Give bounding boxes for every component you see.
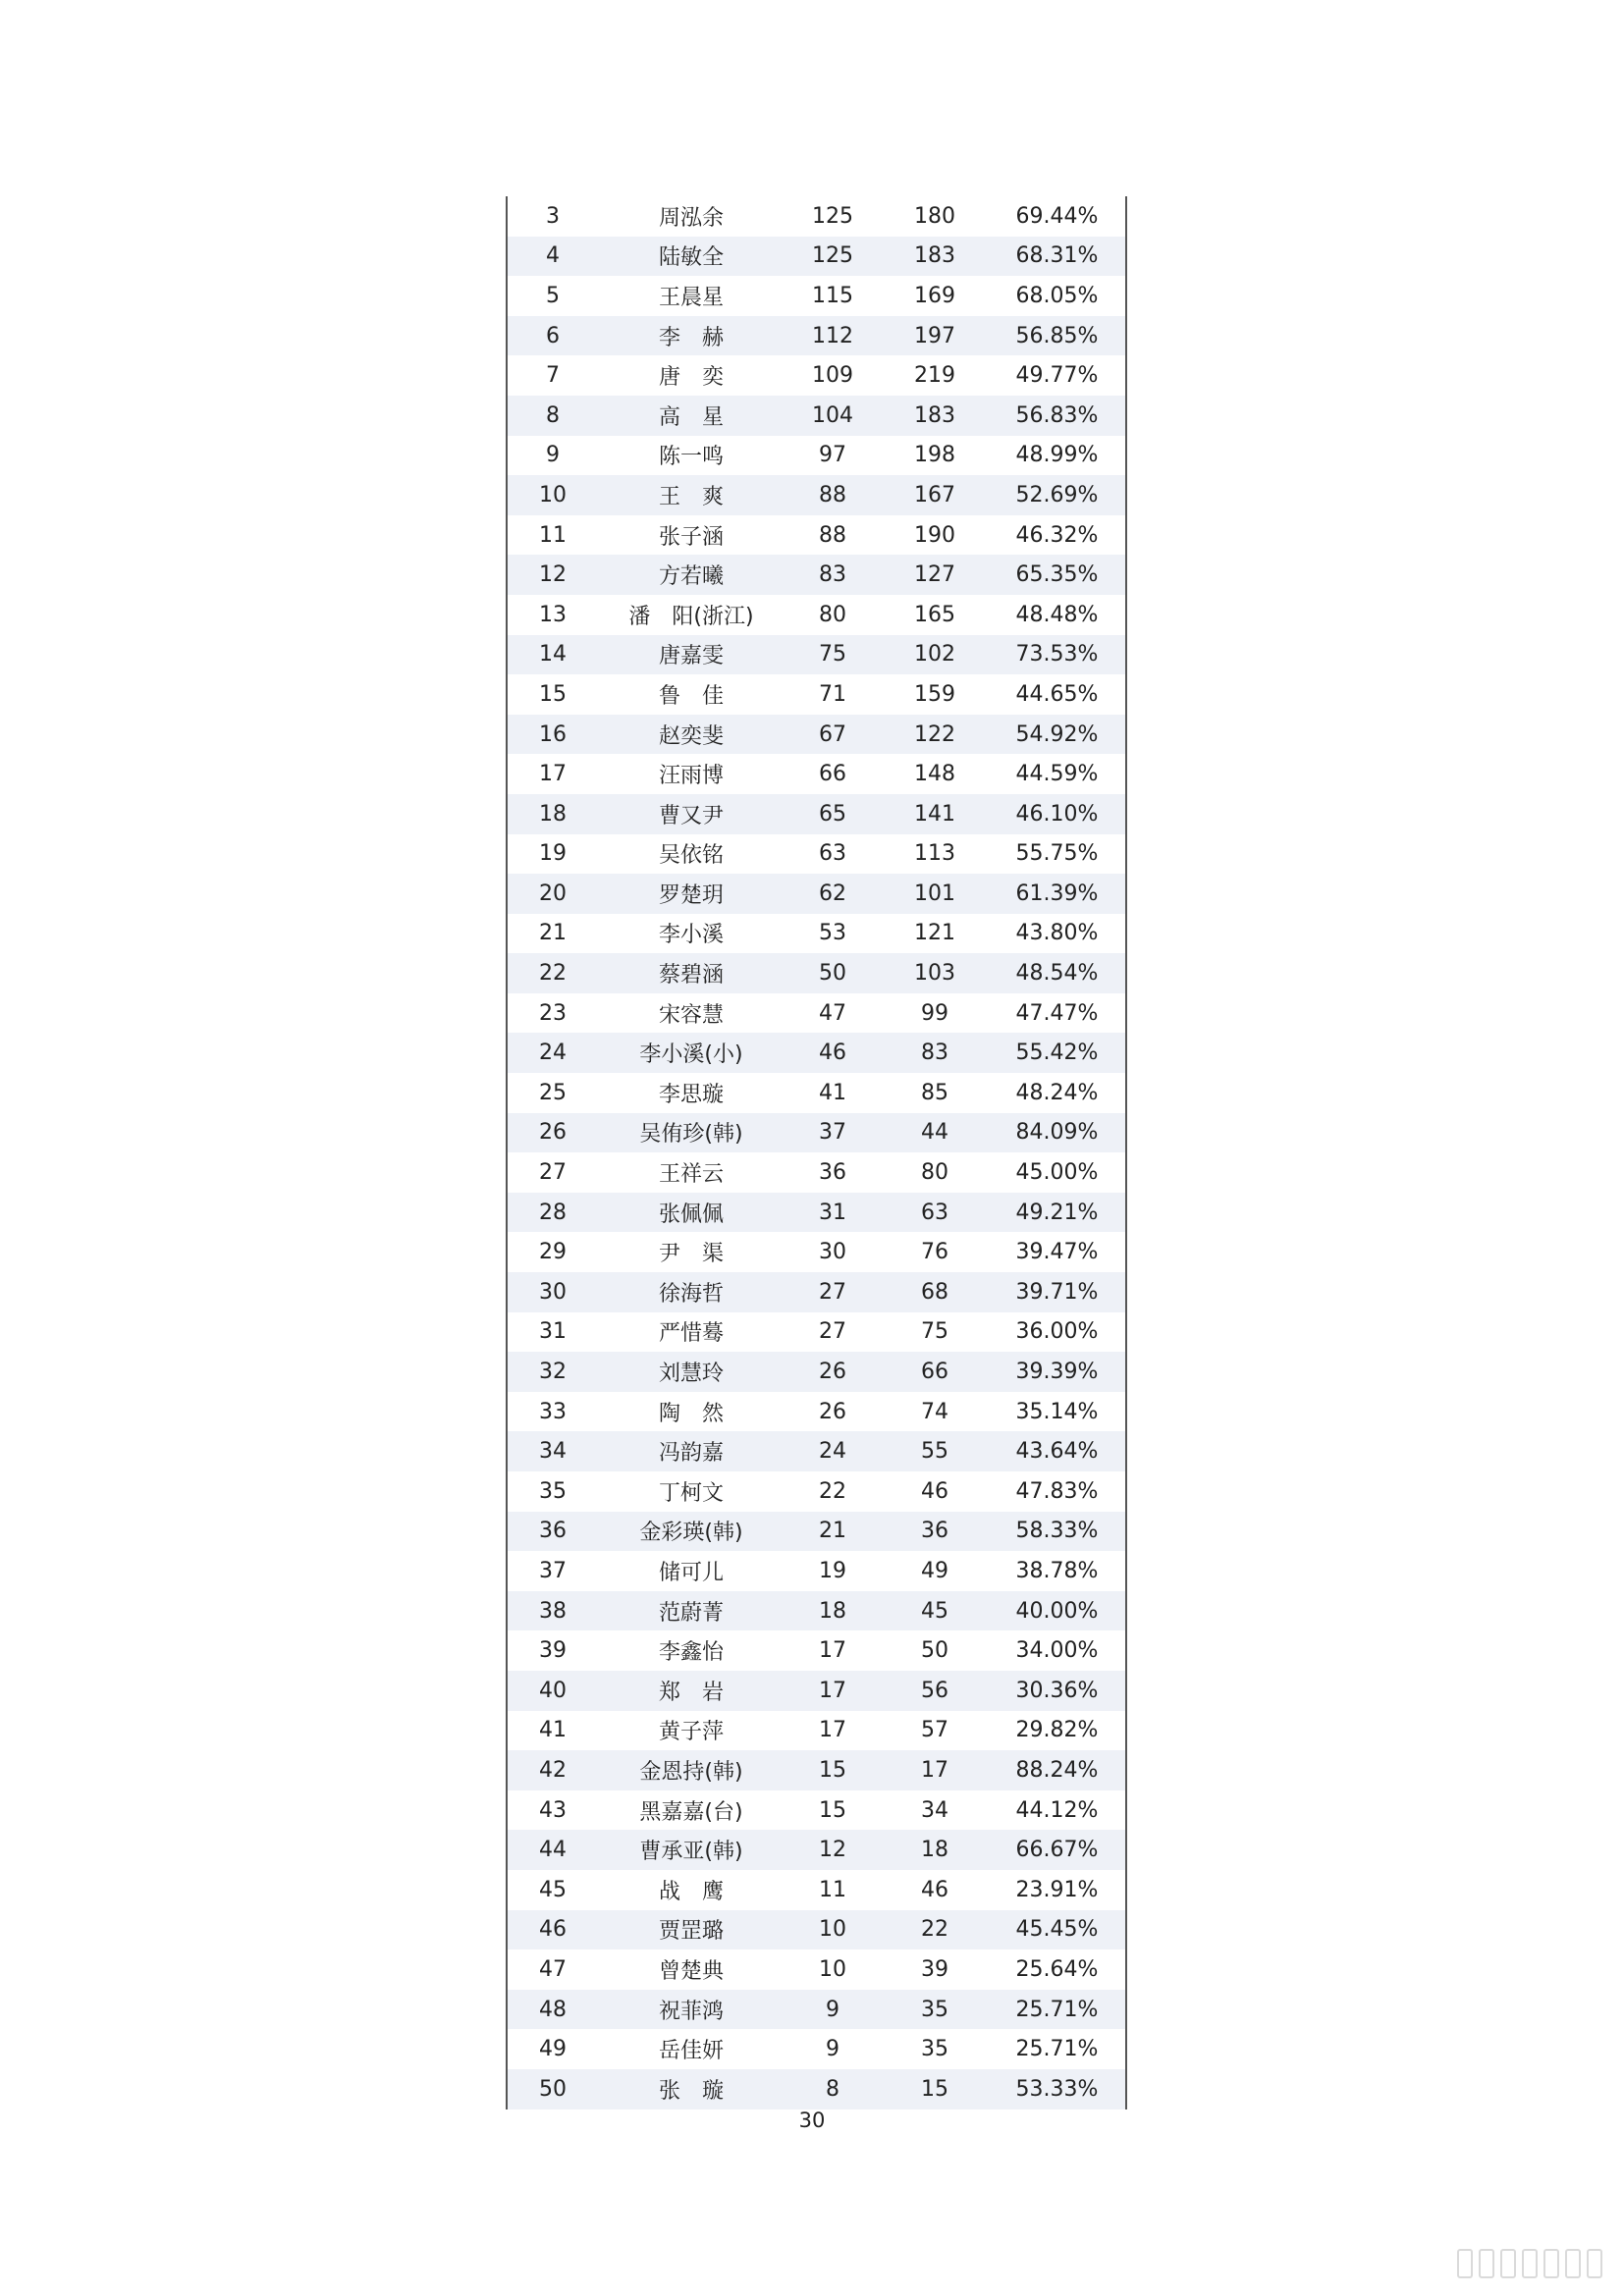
win-rate-cell: 68.05%	[1015, 283, 1099, 308]
rank-cell: 25	[539, 1080, 567, 1105]
games-cell: 75	[921, 1319, 948, 1345]
win-rate-cell: 65.35%	[1015, 562, 1099, 588]
games-cell: 49	[921, 1558, 948, 1583]
rank-cell: 47	[539, 1956, 567, 1982]
table-row	[508, 1073, 1125, 1113]
games-cell: 76	[921, 1240, 948, 1265]
rank-cell: 38	[539, 1598, 567, 1624]
rank-cell: 20	[539, 881, 567, 906]
table-row	[508, 1591, 1125, 1631]
win-rate-cell: 46.32%	[1015, 522, 1099, 548]
wins-cell: 26	[819, 1399, 846, 1424]
games-cell: 44	[921, 1120, 948, 1146]
wins-cell: 63	[819, 841, 846, 867]
table-row	[508, 1949, 1125, 1990]
games-cell: 122	[914, 721, 955, 747]
table-row	[508, 1711, 1125, 1751]
rank-cell: 30	[539, 1279, 567, 1305]
watermark-bars-icon	[1457, 2249, 1602, 2278]
games-cell: 56	[921, 1678, 948, 1703]
player-name-cell: 吴依铭	[658, 843, 724, 869]
win-rate-cell: 38.78%	[1015, 1558, 1099, 1583]
player-name-cell: 汪雨博	[658, 764, 724, 789]
win-rate-cell: 43.64%	[1015, 1439, 1099, 1465]
table-row	[508, 276, 1125, 316]
wins-cell: 88	[819, 522, 846, 548]
player-name-cell: 宋容慧	[658, 1002, 724, 1028]
wins-cell: 21	[819, 1519, 846, 1544]
win-rate-cell: 35.14%	[1015, 1399, 1099, 1424]
games-cell: 45	[921, 1598, 948, 1624]
win-rate-cell: 48.24%	[1015, 1080, 1099, 1105]
table-row	[508, 1431, 1125, 1471]
rank-cell: 21	[539, 921, 567, 946]
wins-cell: 67	[819, 721, 846, 747]
games-cell: 80	[921, 1160, 948, 1186]
table-row	[508, 1152, 1125, 1193]
rank-cell: 17	[539, 762, 567, 787]
win-rate-cell: 44.12%	[1015, 1797, 1099, 1823]
win-rate-cell: 56.83%	[1015, 402, 1099, 428]
player-name-cell: 王祥云	[658, 1162, 724, 1188]
wins-cell: 112	[812, 323, 853, 348]
ranking-table	[506, 196, 1127, 2109]
player-name-cell: 储可儿	[658, 1560, 724, 1585]
player-name-cell: 金恩持(韩)	[639, 1759, 743, 1785]
win-rate-cell: 69.44%	[1015, 203, 1099, 229]
wins-cell: 24	[819, 1439, 846, 1465]
wins-cell: 12	[819, 1838, 846, 1863]
table-row	[508, 1512, 1125, 1552]
wins-cell: 15	[819, 1757, 846, 1783]
games-cell: 46	[921, 1877, 948, 1902]
win-rate-cell: 47.83%	[1015, 1478, 1099, 1504]
wins-cell: 10	[819, 1917, 846, 1943]
player-name-cell: 金彩瑛(韩)	[639, 1521, 743, 1546]
win-rate-cell: 44.59%	[1015, 762, 1099, 787]
games-cell: 68	[921, 1279, 948, 1305]
player-name-cell: 陶 然	[658, 1401, 724, 1426]
rank-cell: 3	[546, 203, 560, 229]
wins-cell: 71	[819, 681, 846, 707]
games-cell: 34	[921, 1797, 948, 1823]
games-cell: 66	[921, 1360, 948, 1385]
table-row	[508, 396, 1125, 436]
games-cell: 165	[914, 602, 955, 627]
player-name-cell: 刘慧玲	[658, 1362, 724, 1387]
rank-cell: 16	[539, 721, 567, 747]
win-rate-cell: 48.48%	[1015, 602, 1099, 627]
games-cell: 99	[921, 1000, 948, 1026]
wins-cell: 125	[812, 203, 853, 229]
table-row	[508, 2069, 1125, 2109]
wins-cell: 66	[819, 762, 846, 787]
rank-cell: 7	[546, 363, 560, 389]
player-name-cell: 严惜蓦	[658, 1321, 724, 1347]
wins-cell: 9	[826, 1997, 839, 2022]
player-name-cell: 冯韵嘉	[658, 1441, 724, 1467]
rank-cell: 36	[539, 1519, 567, 1544]
wins-cell: 11	[819, 1877, 846, 1902]
win-rate-cell: 25.71%	[1015, 2037, 1099, 2062]
player-name-cell: 曹承亚(韩)	[639, 1840, 743, 1865]
games-cell: 167	[914, 482, 955, 507]
win-rate-cell: 45.00%	[1015, 1160, 1099, 1186]
games-cell: 197	[914, 323, 955, 348]
win-rate-cell: 68.31%	[1015, 243, 1099, 269]
table-row	[508, 1471, 1125, 1512]
wins-cell: 46	[819, 1041, 846, 1066]
table-row	[508, 1113, 1125, 1153]
rank-cell: 23	[539, 1000, 567, 1026]
page-number: 30	[798, 2109, 826, 2132]
win-rate-cell: 52.69%	[1015, 482, 1099, 507]
win-rate-cell: 84.09%	[1015, 1120, 1099, 1146]
win-rate-cell: 39.71%	[1015, 1279, 1099, 1305]
win-rate-cell: 34.00%	[1015, 1638, 1099, 1664]
wins-cell: 65	[819, 801, 846, 827]
win-rate-cell: 55.75%	[1015, 841, 1099, 867]
win-rate-cell: 44.65%	[1015, 681, 1099, 707]
rank-cell: 33	[539, 1399, 567, 1424]
win-rate-cell: 54.92%	[1015, 721, 1099, 747]
table-row	[508, 237, 1125, 277]
table-row	[508, 1870, 1125, 1910]
games-cell: 101	[914, 881, 955, 906]
wins-cell: 75	[819, 642, 846, 667]
player-name-cell: 李思璇	[658, 1082, 724, 1107]
win-rate-cell: 25.64%	[1015, 1956, 1099, 1982]
table-row	[508, 515, 1125, 556]
games-cell: 113	[914, 841, 955, 867]
wins-cell: 37	[819, 1120, 846, 1146]
win-rate-cell: 61.39%	[1015, 881, 1099, 906]
games-cell: 22	[921, 1917, 948, 1943]
table-row	[508, 2029, 1125, 2069]
player-name-cell: 王 爽	[658, 484, 724, 509]
table-row	[508, 436, 1125, 476]
games-cell: 169	[914, 283, 955, 308]
rank-cell: 19	[539, 841, 567, 867]
games-cell: 190	[914, 522, 955, 548]
win-rate-cell: 49.21%	[1015, 1200, 1099, 1225]
player-name-cell: 尹 渠	[658, 1242, 724, 1267]
rank-cell: 18	[539, 801, 567, 827]
player-name-cell: 高 星	[658, 404, 724, 430]
player-name-cell: 李鑫怡	[658, 1640, 724, 1666]
table-row	[508, 1193, 1125, 1233]
games-cell: 74	[921, 1399, 948, 1424]
win-rate-cell: 39.39%	[1015, 1360, 1099, 1385]
wins-cell: 41	[819, 1080, 846, 1105]
table-row	[508, 953, 1125, 993]
rank-cell: 35	[539, 1478, 567, 1504]
table-row	[508, 1033, 1125, 1073]
rank-cell: 10	[539, 482, 567, 507]
games-cell: 180	[914, 203, 955, 229]
player-name-cell: 方若曦	[658, 564, 724, 590]
rank-cell: 50	[539, 2076, 567, 2102]
table-row	[508, 1671, 1125, 1711]
games-cell: 35	[921, 1997, 948, 2022]
games-cell: 17	[921, 1757, 948, 1783]
player-name-cell: 唐 奕	[658, 365, 724, 391]
win-rate-cell: 36.00%	[1015, 1319, 1099, 1345]
games-cell: 39	[921, 1956, 948, 1982]
games-cell: 83	[921, 1041, 948, 1066]
wins-cell: 8	[826, 2076, 839, 2102]
wins-cell: 50	[819, 961, 846, 987]
win-rate-cell: 39.47%	[1015, 1240, 1099, 1265]
games-cell: 183	[914, 402, 955, 428]
games-cell: 141	[914, 801, 955, 827]
rank-cell: 14	[539, 642, 567, 667]
games-cell: 57	[921, 1718, 948, 1743]
rank-cell: 37	[539, 1558, 567, 1583]
player-name-cell: 王晨星	[658, 285, 724, 310]
win-rate-cell: 25.71%	[1015, 1997, 1099, 2022]
games-cell: 103	[914, 961, 955, 987]
table-row	[508, 1630, 1125, 1671]
player-name-cell: 徐海哲	[658, 1281, 724, 1307]
wins-cell: 83	[819, 562, 846, 588]
rank-cell: 4	[546, 243, 560, 269]
table-row	[508, 595, 1125, 635]
wins-cell: 62	[819, 881, 846, 906]
table-row	[508, 1910, 1125, 1950]
player-name-cell: 张子涵	[658, 524, 724, 550]
table-row	[508, 1312, 1125, 1353]
rank-cell: 28	[539, 1200, 567, 1225]
player-name-cell: 潘 阳(浙江)	[628, 604, 754, 629]
wins-cell: 36	[819, 1160, 846, 1186]
win-rate-cell: 49.77%	[1015, 363, 1099, 389]
player-name-cell: 罗楚玥	[658, 882, 724, 908]
player-name-cell: 鲁 佳	[658, 683, 724, 709]
table-row	[508, 1830, 1125, 1870]
rank-cell: 32	[539, 1360, 567, 1385]
table-row	[508, 196, 1125, 237]
games-cell: 15	[921, 2076, 948, 2102]
table-row	[508, 834, 1125, 875]
player-name-cell: 张佩佩	[658, 1201, 724, 1227]
win-rate-cell: 66.67%	[1015, 1838, 1099, 1863]
wins-cell: 115	[812, 283, 853, 308]
table-row	[508, 1750, 1125, 1790]
player-name-cell: 黄子萍	[658, 1720, 724, 1745]
wins-cell: 17	[819, 1638, 846, 1664]
rank-cell: 9	[546, 443, 560, 468]
table-row	[508, 635, 1125, 675]
wins-cell: 31	[819, 1200, 846, 1225]
rank-cell: 11	[539, 522, 567, 548]
games-cell: 46	[921, 1478, 948, 1504]
table-row	[508, 316, 1125, 356]
wins-cell: 9	[826, 2037, 839, 2062]
wins-cell: 10	[819, 1956, 846, 1982]
win-rate-cell: 88.24%	[1015, 1757, 1099, 1783]
games-cell: 85	[921, 1080, 948, 1105]
games-cell: 159	[914, 681, 955, 707]
win-rate-cell: 23.91%	[1015, 1877, 1099, 1902]
player-name-cell: 陈一鸣	[658, 445, 724, 470]
player-name-cell: 蔡碧涵	[658, 963, 724, 988]
rank-cell: 26	[539, 1120, 567, 1146]
table-row	[508, 754, 1125, 794]
games-cell: 55	[921, 1439, 948, 1465]
table-row	[508, 1272, 1125, 1312]
games-cell: 36	[921, 1519, 948, 1544]
rank-cell: 41	[539, 1718, 567, 1743]
wins-cell: 80	[819, 602, 846, 627]
win-rate-cell: 53.33%	[1015, 2076, 1099, 2102]
player-name-cell: 丁柯文	[658, 1480, 724, 1506]
win-rate-cell: 45.45%	[1015, 1917, 1099, 1943]
rank-cell: 5	[546, 283, 560, 308]
rank-cell: 6	[546, 323, 560, 348]
player-name-cell: 张 璇	[658, 2078, 724, 2104]
games-cell: 198	[914, 443, 955, 468]
games-cell: 18	[921, 1838, 948, 1863]
rank-cell: 24	[539, 1041, 567, 1066]
games-cell: 63	[921, 1200, 948, 1225]
wins-cell: 26	[819, 1360, 846, 1385]
player-name-cell: 李 赫	[658, 325, 724, 350]
table-row	[508, 1232, 1125, 1272]
win-rate-cell: 29.82%	[1015, 1718, 1099, 1743]
rank-cell: 12	[539, 562, 567, 588]
player-name-cell: 岳佳妍	[658, 2039, 724, 2064]
table-row	[508, 1790, 1125, 1831]
rank-cell: 43	[539, 1797, 567, 1823]
player-name-cell: 贾罡璐	[658, 1919, 724, 1945]
rank-cell: 44	[539, 1838, 567, 1863]
rank-cell: 48	[539, 1997, 567, 2022]
table-row	[508, 355, 1125, 396]
wins-cell: 17	[819, 1718, 846, 1743]
wins-cell: 27	[819, 1279, 846, 1305]
table-row	[508, 794, 1125, 834]
wins-cell: 88	[819, 482, 846, 507]
wins-cell: 104	[812, 402, 853, 428]
rank-cell: 15	[539, 681, 567, 707]
table-row	[508, 1551, 1125, 1591]
player-name-cell: 曾楚典	[658, 1958, 724, 1984]
games-cell: 148	[914, 762, 955, 787]
win-rate-cell: 48.54%	[1015, 961, 1099, 987]
rank-cell: 34	[539, 1439, 567, 1465]
win-rate-cell: 55.42%	[1015, 1041, 1099, 1066]
table-row	[508, 475, 1125, 515]
games-cell: 121	[914, 921, 955, 946]
win-rate-cell: 48.99%	[1015, 443, 1099, 468]
wins-cell: 15	[819, 1797, 846, 1823]
table-row	[508, 914, 1125, 954]
rank-cell: 45	[539, 1877, 567, 1902]
rank-cell: 22	[539, 961, 567, 987]
games-cell: 127	[914, 562, 955, 588]
table-row	[508, 993, 1125, 1034]
win-rate-cell: 73.53%	[1015, 642, 1099, 667]
wins-cell: 19	[819, 1558, 846, 1583]
win-rate-cell: 40.00%	[1015, 1598, 1099, 1624]
table-row	[508, 874, 1125, 914]
win-rate-cell: 56.85%	[1015, 323, 1099, 348]
player-name-cell: 赵奕斐	[658, 723, 724, 749]
table-row	[508, 1352, 1125, 1392]
rank-cell: 13	[539, 602, 567, 627]
games-cell: 50	[921, 1638, 948, 1664]
table-row	[508, 674, 1125, 715]
player-name-cell: 陆敏全	[658, 245, 724, 271]
wins-cell: 53	[819, 921, 846, 946]
games-cell: 102	[914, 642, 955, 667]
wins-cell: 109	[812, 363, 853, 389]
games-cell: 219	[914, 363, 955, 389]
player-name-cell: 李小溪	[658, 923, 724, 948]
player-name-cell: 李小溪(小)	[639, 1042, 743, 1068]
player-name-cell: 周泓余	[658, 205, 724, 231]
rank-cell: 42	[539, 1757, 567, 1783]
rank-cell: 27	[539, 1160, 567, 1186]
wins-cell: 18	[819, 1598, 846, 1624]
rank-cell: 49	[539, 2037, 567, 2062]
wins-cell: 17	[819, 1678, 846, 1703]
rank-cell: 39	[539, 1638, 567, 1664]
rank-cell: 46	[539, 1917, 567, 1943]
player-name-cell: 祝菲鸿	[658, 1999, 724, 2024]
wins-cell: 97	[819, 443, 846, 468]
wins-cell: 22	[819, 1478, 846, 1504]
rank-cell: 29	[539, 1240, 567, 1265]
games-cell: 35	[921, 2037, 948, 2062]
win-rate-cell: 43.80%	[1015, 921, 1099, 946]
table-row	[508, 1990, 1125, 2030]
win-rate-cell: 30.36%	[1015, 1678, 1099, 1703]
games-cell: 183	[914, 243, 955, 269]
table-row	[508, 1392, 1125, 1432]
rank-cell: 40	[539, 1678, 567, 1703]
player-name-cell: 吴侑珍(韩)	[639, 1122, 743, 1148]
player-name-cell: 范蔚菁	[658, 1600, 724, 1626]
table-row	[508, 555, 1125, 595]
player-name-cell: 黑嘉嘉(台)	[639, 1799, 743, 1825]
wins-cell: 27	[819, 1319, 846, 1345]
win-rate-cell: 58.33%	[1015, 1519, 1099, 1544]
wins-cell: 30	[819, 1240, 846, 1265]
player-name-cell: 郑 岩	[658, 1680, 724, 1705]
win-rate-cell: 47.47%	[1015, 1000, 1099, 1026]
table-row	[508, 715, 1125, 755]
rank-cell: 31	[539, 1319, 567, 1345]
player-name-cell: 曹又尹	[658, 803, 724, 828]
player-name-cell: 战 鹰	[658, 1879, 724, 1904]
wins-cell: 125	[812, 243, 853, 269]
rank-cell: 8	[546, 402, 560, 428]
win-rate-cell: 46.10%	[1015, 801, 1099, 827]
wins-cell: 47	[819, 1000, 846, 1026]
player-name-cell: 唐嘉雯	[658, 644, 724, 669]
